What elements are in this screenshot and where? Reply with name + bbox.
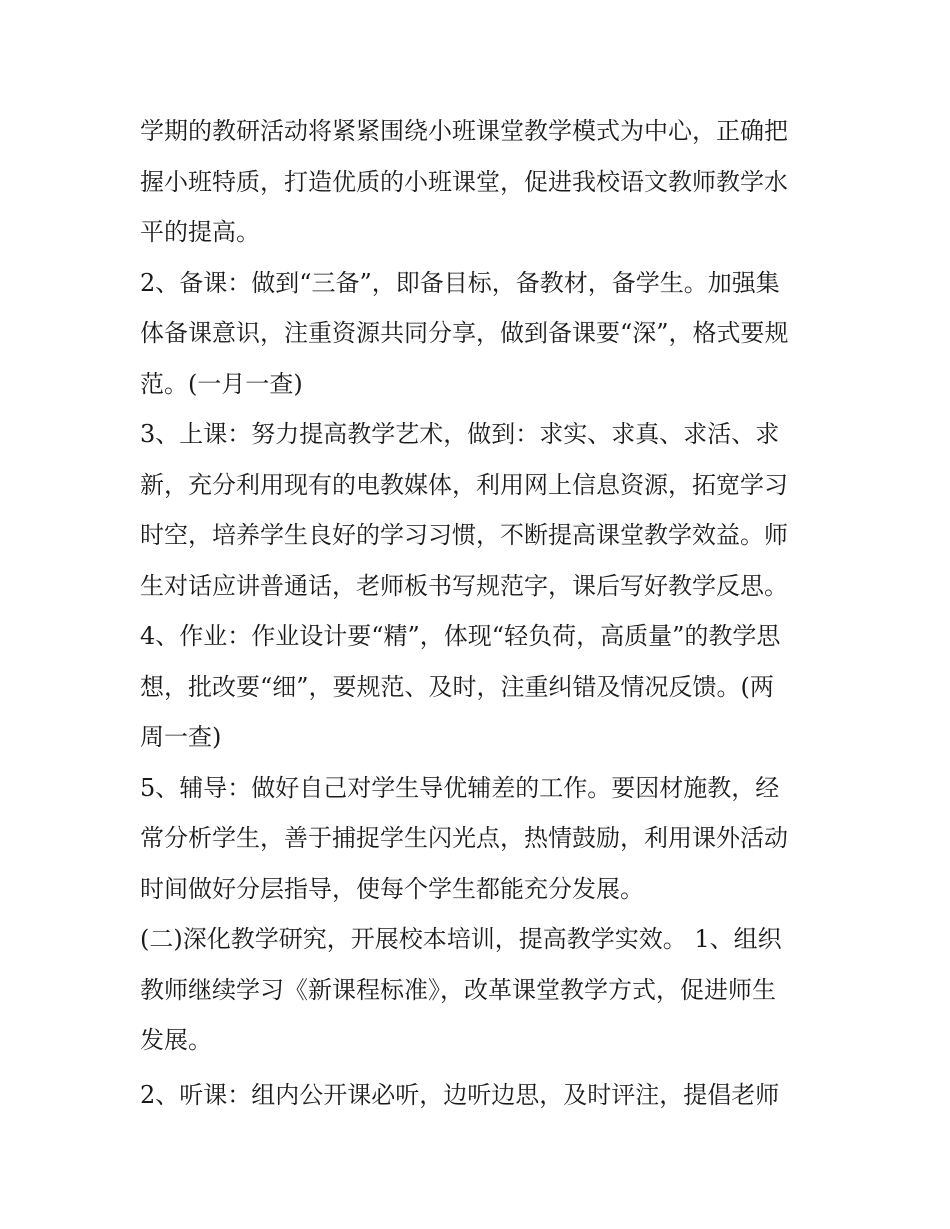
text-line: 5、辅导：做好自己对学生导优辅差的工作。要因材施教，经 [140,773,780,802]
text-line: (二)深化教学研究，开展校本培训，提高教学实效。 1、组织 [140,925,782,953]
text-line: 常分析学生，善于捕捉学生闪光点，热情鼓励，利用课外活动 [140,824,788,852]
text-line: 时间做好分层指导，使每个学生都能充分发展。 [140,874,644,903]
text-line: 时空，培养学生良好的学习习惯，不断提高课堂教学效益。师 [140,521,788,549]
text-line: 生对话应讲普通话，老师板书写规范字，课后写好教学反思。 [140,571,788,600]
text-line: 平的提高。 [140,218,260,246]
document-body [140,106,820,1120]
text-line: 教师继续学习《新课程标准》，改革课堂教学方式，促进师生 [140,975,776,1004]
text-line: 发展。 [140,1026,212,1054]
text-line: 体备课意识，注重资源共同分享，做到备课要“深”，格式要规 [140,319,789,347]
text-line: 3、上课：努力提高教学艺术，做到：求实、求真、求活、求 [140,420,780,448]
text-line: 想，批改要“细”，要规范、及时，注重纠错及情况反馈。(两 [140,672,774,701]
text-line: 4、作业：作业设计要“精”，体现“轻负荷，高质量”的教学思 [140,622,781,650]
text-line: 2、听课：组内公开课必听，边听边思，及时评注，提倡老师 [140,1080,780,1109]
text-line: 学期的教研活动将紧紧围绕小班课堂教学模式为中心，正确把 [140,117,788,145]
text-line: 周一查) [140,723,222,751]
text-line: 握小班特质，打造优质的小班课堂，促进我校语文教师教学水 [140,167,788,196]
text-line: 范。(一月一查) [140,369,303,398]
text-line: 2、备课：做到“三备”，即备目标，备教材，备学生。加强集 [140,268,780,297]
text-line: 新，充分利用现有的电教媒体，利用网上信息资源，拓宽学习 [140,470,788,499]
